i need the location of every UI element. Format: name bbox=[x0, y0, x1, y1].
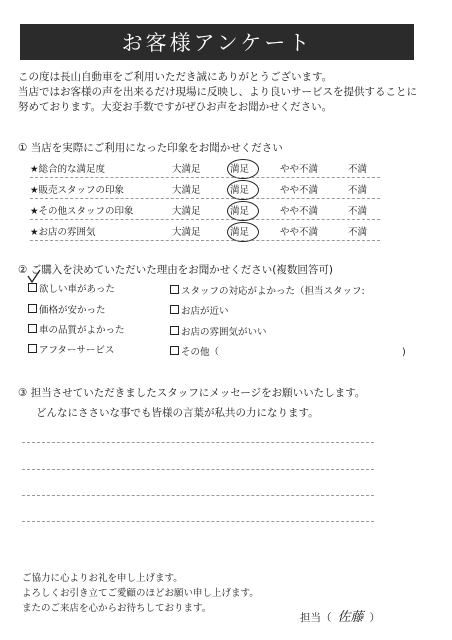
checkbox[interactable] bbox=[170, 346, 179, 355]
rating-label: ★販売スタッフの印象 bbox=[30, 185, 125, 196]
staff-field bbox=[300, 606, 380, 625]
footer-line: よろしくお引き立てご愛顧のほどお願い申し上げます。 bbox=[22, 588, 259, 599]
staff-label: 担当（ bbox=[300, 612, 332, 624]
footer-line: またのご来店を心からお待ちしております。 bbox=[22, 603, 212, 614]
checkbox-item[interactable] bbox=[170, 344, 219, 358]
checkbox[interactable] bbox=[170, 326, 179, 335]
q2-heading: ② ご購入を決めていただいた理由をお聞かせください(複数回答可) bbox=[18, 264, 333, 276]
message-line[interactable] bbox=[22, 442, 374, 443]
check-mark-icon bbox=[25, 268, 43, 286]
rating-label: ★総合的な満足度 bbox=[30, 164, 106, 175]
other-close-paren: ) bbox=[402, 347, 406, 358]
rating-row bbox=[30, 221, 380, 241]
option-satisfied[interactable]: 満足 bbox=[230, 224, 249, 238]
checkbox-label: 価格が安かった bbox=[39, 305, 106, 316]
intro-line: この度は長山自動車をご利用いただき誠にありがとうございます。 bbox=[18, 71, 333, 83]
checkbox-label: その他（ bbox=[181, 347, 220, 358]
q1-heading: ① 当店を実際にご利用になった印象をお聞かせください bbox=[18, 142, 283, 154]
checkbox-label: お店が近い bbox=[181, 306, 229, 317]
staff-close: ） bbox=[369, 612, 381, 624]
option-dissatisfied[interactable]: 不満 bbox=[348, 185, 368, 196]
checkbox-label: 欲しい車があった bbox=[39, 284, 115, 295]
option-somewhat-dissatisfied[interactable]: やや不満 bbox=[280, 227, 319, 238]
selection-circle bbox=[227, 201, 259, 221]
intro-line: 当店ではお客様の声を出来るだけ現場に反映し、より良いサービスを提供することに bbox=[18, 86, 417, 98]
message-line[interactable] bbox=[22, 495, 374, 496]
option-somewhat-dissatisfied[interactable]: やや不満 bbox=[280, 185, 319, 196]
checkbox[interactable] bbox=[28, 344, 37, 353]
option-satisfied[interactable]: 満足 bbox=[230, 161, 249, 175]
checkbox[interactable] bbox=[28, 304, 37, 313]
rating-row bbox=[30, 179, 380, 199]
intro-text bbox=[18, 70, 438, 115]
rating-label: ★お店の雰囲気 bbox=[30, 227, 96, 238]
checkbox-label: アフターサービス bbox=[39, 345, 115, 356]
checkbox-item[interactable] bbox=[28, 342, 114, 356]
option-very-satisfied[interactable]: 大満足 bbox=[172, 206, 201, 217]
rating-label: ★その他スタッフの印象 bbox=[30, 206, 134, 217]
checkbox-item[interactable] bbox=[170, 303, 229, 317]
checkbox-item[interactable] bbox=[28, 302, 106, 316]
checkbox[interactable] bbox=[170, 285, 179, 294]
checkbox-item[interactable] bbox=[170, 283, 365, 297]
message-line[interactable] bbox=[22, 521, 374, 522]
option-somewhat-dissatisfied[interactable]: やや不満 bbox=[280, 206, 319, 217]
rating-row bbox=[30, 200, 380, 220]
selection-circle bbox=[227, 180, 259, 200]
footer-line: ご協力に心よりお礼を申し上げます。 bbox=[22, 573, 183, 584]
option-dissatisfied[interactable]: 不満 bbox=[348, 206, 368, 217]
selection-circle bbox=[227, 222, 259, 242]
message-line[interactable] bbox=[22, 469, 374, 470]
option-dissatisfied[interactable]: 不満 bbox=[348, 227, 368, 238]
option-dissatisfied[interactable]: 不満 bbox=[348, 164, 368, 175]
checkbox[interactable] bbox=[28, 324, 37, 333]
option-satisfied[interactable]: 満足 bbox=[230, 203, 249, 217]
option-very-satisfied[interactable]: 大満足 bbox=[172, 227, 201, 238]
option-very-satisfied[interactable]: 大満足 bbox=[172, 164, 201, 175]
intro-line: 努めております。大変お手数ですがぜひお声をお聞かせください。 bbox=[18, 101, 333, 113]
option-somewhat-dissatisfied[interactable]: やや不満 bbox=[280, 164, 319, 175]
selection-circle bbox=[227, 159, 259, 179]
q3-heading: ③ 担当させていただきましたスタッフにメッセージをお願いいたします。 bbox=[18, 387, 366, 399]
checkbox-item[interactable] bbox=[28, 322, 125, 336]
footer-text bbox=[22, 571, 259, 616]
checkbox[interactable] bbox=[170, 305, 179, 314]
staff-signature: 佐藤 bbox=[337, 610, 364, 625]
page-title: お客様アンケート bbox=[20, 24, 414, 60]
rating-row bbox=[30, 158, 380, 178]
checkbox-item[interactable] bbox=[170, 324, 267, 338]
checkbox-label: スタッフの対応がよかった（担当スタッフ: bbox=[181, 286, 365, 297]
checkbox-label: お店の雰囲気がいい bbox=[181, 327, 267, 338]
option-satisfied[interactable]: 満足 bbox=[230, 182, 249, 196]
q3-subheading: どんなにささいな事でも皆様の言葉が私共の力になります。 bbox=[36, 407, 319, 419]
checkbox-label: 車の品質がよかった bbox=[39, 325, 125, 336]
option-very-satisfied[interactable]: 大満足 bbox=[172, 185, 201, 196]
